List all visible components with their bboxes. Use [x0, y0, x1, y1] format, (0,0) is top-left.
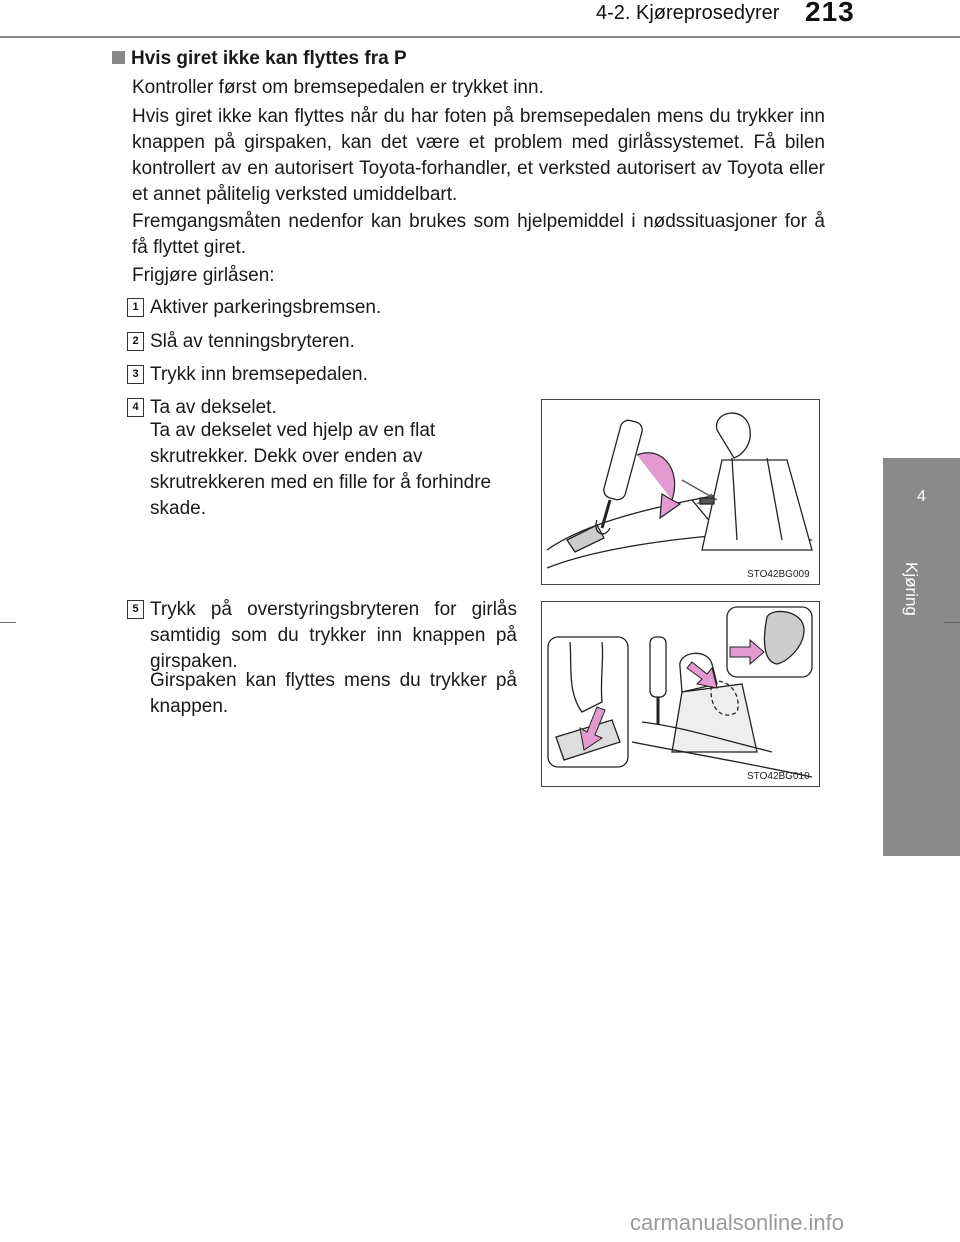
figure-remove-cover [541, 399, 820, 585]
section-title: 4-2. Kjøreprosedyrer [596, 2, 780, 24]
chapter-tab [883, 458, 960, 856]
square-bullet-icon [112, 51, 125, 64]
heading-text: Hvis giret ikke kan flyttes fra P [131, 48, 407, 69]
figure-code: STO42BG010 [747, 771, 810, 782]
section-heading [112, 48, 407, 70]
crop-mark [944, 622, 960, 623]
step-number: 4 [127, 398, 144, 417]
override-illustration [542, 602, 819, 786]
figure-code: STO42BG009 [747, 569, 810, 580]
step-number: 2 [127, 332, 144, 351]
step-detail: Ta av dekselet ved hjelp av en flat skrutrekker. Dekk over enden av skrutrekkeren med en fille for å forhindre skade. [150, 420, 492, 519]
page-number: 213 [805, 0, 855, 27]
step-text: Ta av dekselet. [150, 397, 277, 418]
step-detail: Girspaken kan flyttes mens du trykker på knappen. [150, 670, 517, 717]
step-text: Slå av tenningsbryteren. [150, 331, 355, 352]
figure-override-switch [541, 601, 820, 787]
watermark: carmanualsonline.info [630, 1210, 845, 1235]
step-number: 5 [127, 600, 144, 619]
paragraph: Hvis giret ikke kan flyttes når du har foten på bremsepedalen mens du trykker inn knappen på girspaken, kan det være et problem med girlåssystemet. Få bilen kontrollert av en autorisert Toyota-forhandler, et verksted autorisert av Toyota eller et annet pålitelig verksted umiddelbart. [132, 106, 825, 205]
step-text: Aktiver parkeringsbremsen. [150, 297, 382, 318]
screwdriver-illustration [542, 400, 819, 584]
step-number: 1 [127, 298, 144, 317]
step-number: 3 [127, 365, 144, 384]
step-text: Trykk inn bremsepedalen. [150, 364, 368, 385]
paragraph: Fremgangsmåten nedenfor kan brukes som hjelpemiddel i nødssituasjoner for å få flyttet giret. [132, 211, 825, 258]
chapter-label: Kjøring [902, 562, 921, 616]
chapter-number: 4 [917, 488, 926, 505]
header-rule [0, 36, 960, 38]
step-text: Trykk på overstyringsbryteren for girlås samtidig som du trykker inn knappen på girspaken. [150, 599, 517, 672]
crop-mark [0, 622, 16, 623]
paragraph: Frigjøre girlåsen: [132, 265, 275, 286]
paragraph: Kontroller først om bremsepedalen er trykket inn. [132, 77, 544, 98]
